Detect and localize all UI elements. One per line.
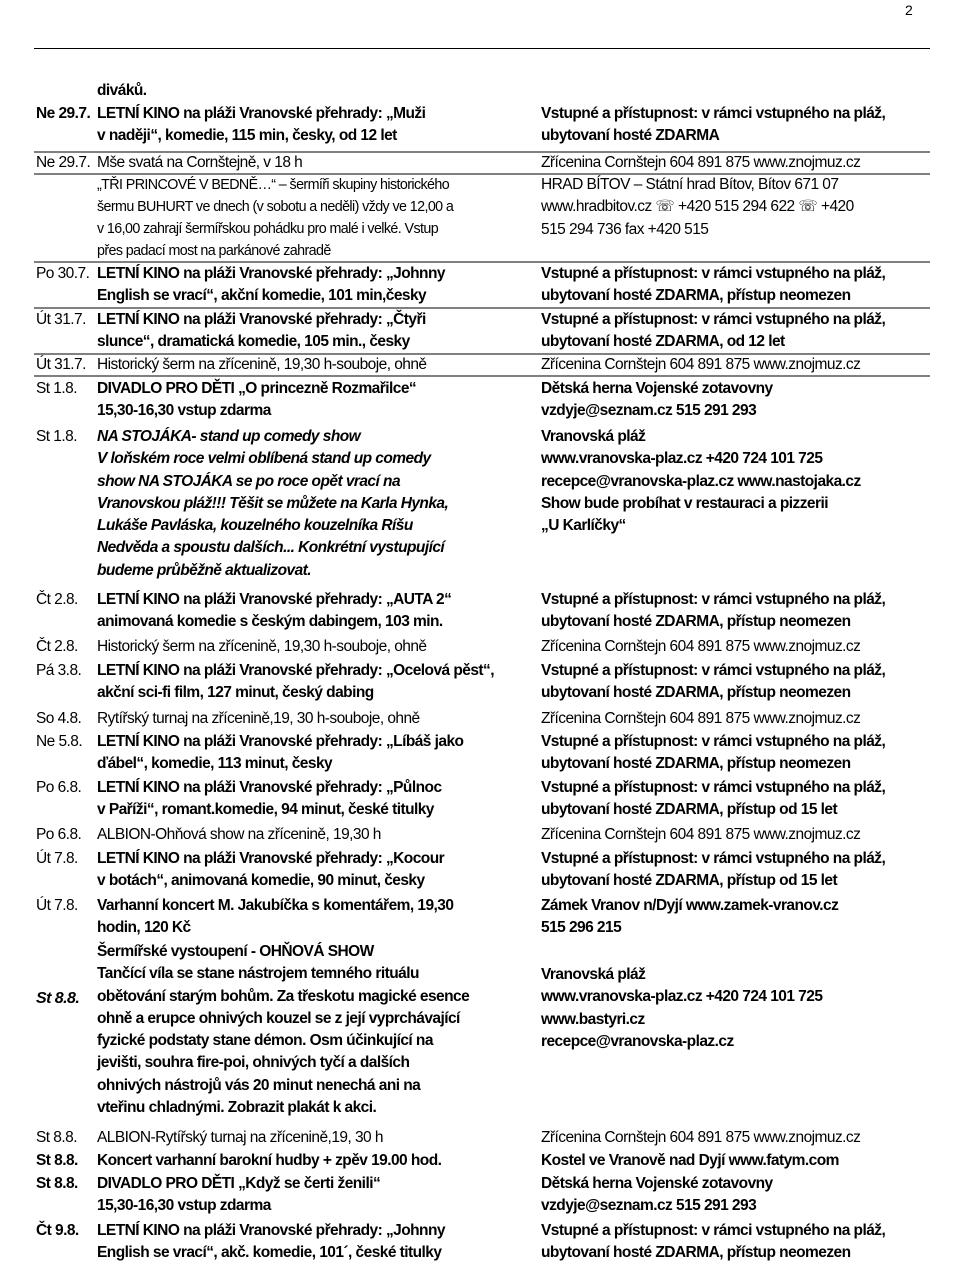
event-venue: Vstupné a přístupnost: v rámci vstupného na pláž, ubytovaní hosté ZDARMA, přístup neomezen (541, 733, 886, 773)
event-date: Po 6.8. (36, 826, 82, 843)
event-venue: Vstupné a přístupnost: v rámci vstupného na pláž, ubytovaní hosté ZDARMA, od 12 let (541, 311, 886, 351)
event-description: Mše svatá na Cornštejně, v 18 h (97, 154, 303, 171)
event-venue: Zřícenina Cornštejn 604 891 875 www.znojmuz.cz (541, 826, 861, 843)
event-description: LETNÍ KINO na pláži Vranovské přehrady: „Líbáš jako ďábel“, komedie, 113 minut, česky (97, 733, 464, 773)
event-venue: Vstupné a přístupnost: v rámci vstupného na pláž, ubytovaní hosté ZDARMA (541, 105, 886, 145)
event-date: Čt 2.8. (36, 638, 78, 655)
event-venue: Vstupné a přístupnost: v rámci vstupného na pláž, ubytovaní hosté ZDARMA, přístup od 15 let (541, 779, 886, 819)
event-description: Historický šerm na zřícenině, 19,30 h-souboje, ohně (97, 638, 427, 655)
event-venue: Zřícenina Cornštejn 604 891 875 www.znojmuz.cz (541, 356, 861, 373)
event-description: LETNÍ KINO na pláži Vranovské přehrady: „Čtyři slunce“, dramatická komedie, 105 min., česky (97, 311, 426, 351)
event-venue: Vstupné a přístupnost: v rámci vstupného na pláž, ubytovaní hosté ZDARMA, přístup od 15 let (541, 850, 886, 890)
event-date: Po 30.7. (36, 265, 90, 282)
event-description: DIVADLO PRO DĚTI „O princezně Rozmařilce“ 15,30-16,30 vstup zdarma (97, 380, 417, 420)
event-venue: Vstupné a přístupnost: v rámci vstupného na pláž, ubytovaní hosté ZDARMA, přístup neomezen (541, 591, 886, 631)
event-venue: Dětská herna Vojenské zotavovny vzdyje@seznam.cz 515 291 293 (541, 1175, 773, 1215)
event-venue: Vstupné a přístupnost: v rámci vstupného na pláž, ubytovaní hosté ZDARMA, přístup neomezen (541, 662, 886, 702)
event-venue: Kostel ve Vranově nad Dyjí www.fatym.com (541, 1152, 839, 1169)
event-description: „TŘI PRINCOVÉ V BEDNĚ…“ – šermíři skupiny historického šermu BUHURT ve dnech (v sobotu a neděli) vždy ve 12,00 a v 16,00 zahrají šermířskou pohádku pro malé i velké. Vstup přes padací most na parkánové zahradě (97, 177, 454, 259)
event-date: St 8.8. (36, 1152, 78, 1169)
event-venue: Vranovská pláž www.vranovska-plaz.cz +420 724 101 725 recepce@vranovska-plaz.cz www.nastojaka.cz Show bude probíhat v restauraci a pizzerii „U Karlíčky“ (541, 428, 861, 535)
event-date: St 1.8. (36, 428, 77, 445)
event-venue: Zámek Vranov n/Dyjí www.zamek-vranov.cz 515 296 215 (541, 897, 839, 937)
event-description: Koncert varhanní barokní hudby + zpěv 19.00 hod. (97, 1152, 442, 1169)
event-date: So 4.8. (36, 710, 82, 727)
page-number: 2 (905, 2, 913, 18)
event-date: Po 6.8. (36, 779, 82, 796)
event-description: LETNÍ KINO na pláži Vranovské přehrady: „AUTA 2“ animovaná komedie s českým dabingem, 103 min. (97, 591, 452, 631)
event-description: diváků. (97, 82, 147, 99)
event-venue: Zřícenina Cornštejn 604 891 875 www.znojmuz.cz (541, 710, 861, 727)
event-venue: Dětská herna Vojenské zotavovny vzdyje@seznam.cz 515 291 293 (541, 380, 773, 420)
event-description: LETNÍ KINO na pláži Vranovské přehrady: „Ocelová pěst“, akční sci-fi film, 127 minut, český dabing (97, 662, 494, 702)
event-date: St 8.8. (36, 1129, 77, 1146)
event-date: St 1.8. (36, 380, 77, 397)
event-date: Ne 5.8. (36, 733, 83, 750)
event-description: Historický šerm na zřícenině, 19,30 h-souboje, ohně (97, 356, 427, 373)
event-date: Čt 2.8. (36, 591, 78, 608)
event-venue: Zřícenina Cornštejn 604 891 875 www.znojmuz.cz (541, 154, 861, 171)
event-description: LETNÍ KINO na pláži Vranovské přehrady: „Půlnoc v Paříži“, romant.komedie, 94 minut, české titulky (97, 779, 442, 819)
event-date: St 8.8. (36, 1175, 78, 1192)
event-venue: Vstupné a přístupnost: v rámci vstupného na pláž, ubytovaní hosté ZDARMA, přístup neomezen (541, 1222, 886, 1262)
event-description: LETNÍ KINO na pláži Vranovské přehrady: „Johnny English se vrací“, akč. komedie, 101´, české titulky (97, 1222, 445, 1262)
event-description: NA STOJÁKA- stand up comedy show V loňském roce velmi oblíbená stand up comedy show NA STOJÁKA se po roce opět vrací na Vranovskou pláž!!! Těšit se můžete na Karla Hynka, Lukáše Pavláska, kouzelného kouzelníka Ríšu Nedvěda a spoustu dalších... Konkrétní vystupující budeme průběžně aktualizovat. (97, 428, 449, 579)
event-venue: Zřícenina Cornštejn 604 891 875 www.znojmuz.cz (541, 638, 861, 655)
event-description: LETNÍ KINO na pláži Vranovské přehrady: „Muži v naději“, komedie, 115 min, česky, od 12 let (97, 105, 426, 145)
event-description: LETNÍ KINO na pláži Vranovské přehrady: „Kocour v botách“, animovaná komedie, 90 minut, česky (97, 850, 445, 890)
event-description: LETNÍ KINO na pláži Vranovské přehrady: „Johnny English se vrací“, akční komedie, 101 min,česky (97, 265, 445, 305)
event-date: Ne 29.7. (36, 105, 91, 122)
event-description: Šermířské vystoupení - OHŇOVÁ SHOW Tančící víla se stane nástrojem temného rituálu obětování starým bohům. Za třeskotu magické esence ohně a erupce ohnivých kouzel se z její vyprchávající fyzické podstaty stane démon. Osm účinkující na jevišti, souhra fire-poi, ohnivých tyčí a dalších ohnivých nástrojů vás 20 minut nenechá ani na vteřinu chladnými. Zobrazit plakát k akci. (97, 943, 470, 1117)
event-date: Út 31.7. (36, 311, 86, 328)
event-venue: HRAD BÍTOV – Státní hrad Bítov, Bítov 671 07 www.hradbitov.cz ☏ +420 515 294 622 ☏ +420 515 294 736 fax +420 515 (541, 176, 854, 238)
event-venue: Vranovská pláž www.vranovska-plaz.cz +420 724 101 725 www.bastyri.cz recepce@vranovska-plaz.cz (541, 966, 823, 1050)
event-date: Pá 3.8. (36, 662, 82, 679)
event-date: Čt 9.8. (36, 1222, 79, 1239)
event-date: Út 7.8. (36, 850, 78, 867)
event-description: Varhanní koncert M. Jakubíčka s komentářem, 19,30 hodin, 120 Kč (97, 897, 454, 937)
event-description: ALBION-Ohňová show na zřícenině, 19,30 h (97, 826, 381, 843)
event-date: Út 7.8. (36, 897, 78, 914)
event-venue: Vstupné a přístupnost: v rámci vstupného na pláž, ubytovaní hosté ZDARMA, přístup neomezen (541, 265, 886, 305)
event-description: Rytířský turnaj na zřícenině,19, 30 h-souboje, ohně (97, 710, 420, 727)
event-date: Út 31.7. (36, 356, 86, 373)
event-description: DIVADLO PRO DĚTI „Když se čerti ženili“ 15,30-16,30 vstup zdarma (97, 1175, 381, 1215)
event-venue: Zřícenina Cornštejn 604 891 875 www.znojmuz.cz (541, 1129, 861, 1146)
event-description: ALBION-Rytířský turnaj na zřícenině,19, 30 h (97, 1129, 383, 1146)
top-rule (34, 48, 930, 49)
event-date: St 8.8. (36, 990, 80, 1007)
event-date: Ne 29.7. (36, 154, 91, 171)
